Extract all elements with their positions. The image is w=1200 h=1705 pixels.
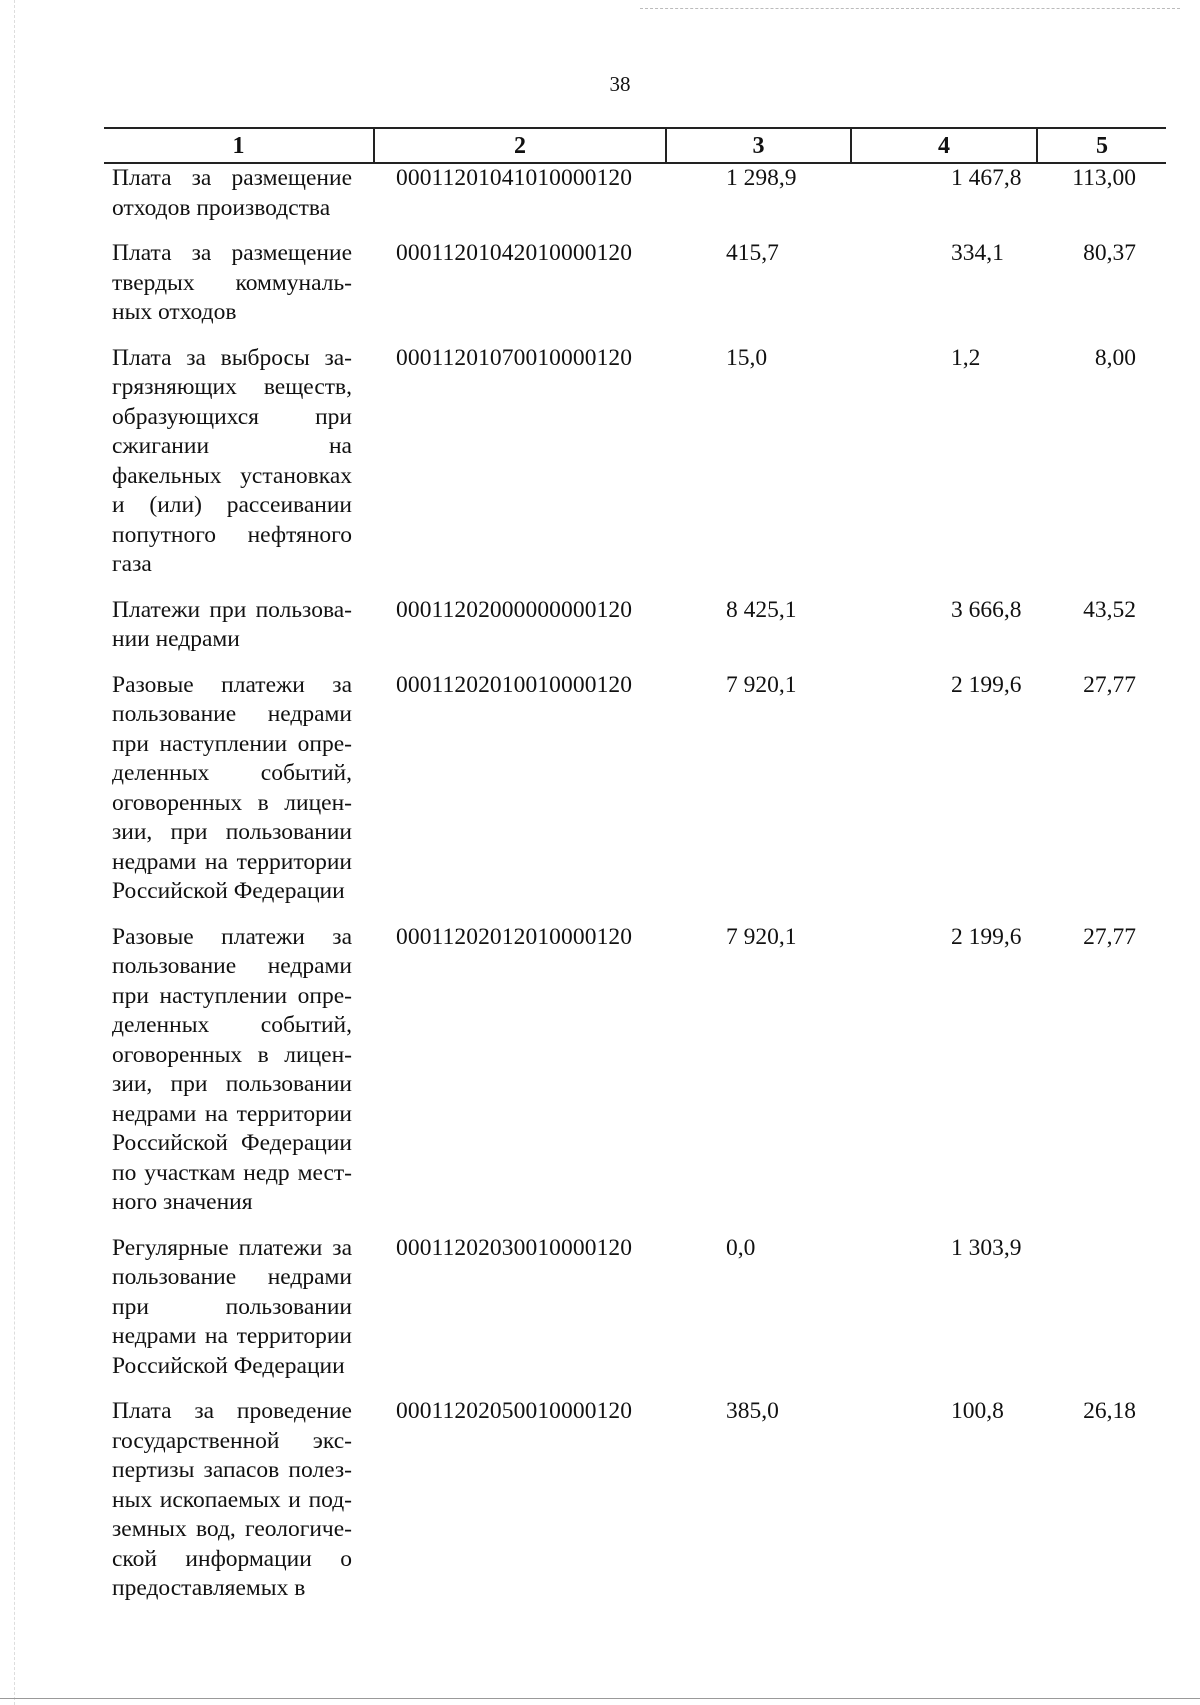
row-name: Разовые платежи за пользование недрами при наступлении опре-деленных событий, оговоренных в лицен-зии, при пользовании недрами на территории Российской Федерации [112,671,352,904]
row-col4: 2 199,6 [951,671,1022,698]
row-col3: 15,0 [726,344,768,371]
row-col4: 100,8 [951,1398,1004,1424]
table-header-row [104,128,1166,163]
table-row [104,671,1166,923]
row-col4: 2 199,6 [951,923,1022,950]
row-col4: 1,2 [951,344,981,371]
row-col3: 415,7 [726,240,779,266]
revenue-table-container [104,127,1166,1620]
table-row [104,1397,1166,1620]
row-col3: 7 920,1 [726,923,797,950]
row-col3: 7 920,1 [726,671,797,698]
row-col3: 8 425,1 [726,596,797,623]
revenue-table [104,127,1166,1620]
row-col5: 80,37 [1083,240,1136,266]
row-col5: 27,77 [1083,671,1136,698]
row-name: Плата за размещение отходов производства [112,165,352,221]
column-header-5: 5 [1037,128,1166,163]
table-row [104,239,1166,344]
row-name: Регулярные платежи за пользование недрами при пользовании недрами на территории Российской Федерации [112,1234,352,1379]
row-col3: 0,0 [726,1234,756,1261]
row-code: 00011202050010000120 [396,1398,633,1424]
column-header-2: 2 [374,128,666,163]
row-col5: 8,00 [1094,344,1136,371]
row-col4: 3 666,8 [951,596,1022,623]
row-name: Платежи при пользова-нии недрами [112,596,352,652]
row-code: 00011201042010000120 [396,240,633,266]
table-row [104,923,1166,1234]
row-col5: 27,77 [1083,923,1136,950]
row-code: 00011202012010000120 [396,923,633,950]
row-col3: 1 298,9 [726,165,797,191]
column-header-1: 1 [104,128,374,163]
row-col5: 26,18 [1083,1398,1136,1424]
scan-edge-left [14,0,15,1705]
row-col5: 43,52 [1083,596,1136,623]
column-header-4: 4 [851,128,1037,163]
scan-edge-bottom [0,1698,1200,1699]
row-code: 00011201041010000120 [396,165,633,191]
column-header-3: 3 [666,128,851,163]
row-col5 [1037,1234,1166,1398]
row-code: 00011202000000000120 [396,596,633,623]
row-name: Плата за выбросы за-грязняющих веществ, образующихся при сжигании на факельных установках и (или) рассеивании попутного нефтяного газа [112,344,352,577]
row-name: Плата за размещение твердых коммуналь-ных отходов [112,240,352,325]
table-row [104,1234,1166,1398]
page-number: 38 [609,72,631,96]
row-col3: 385,0 [726,1398,779,1424]
table-row [104,344,1166,596]
row-name: Разовые платежи за пользование недрами при наступлении опре-деленных событий, оговоренных в лицен-зии, при пользовании недрами на территории Российской Федерации по участкам недр мест-ного значения [112,923,352,1215]
row-code: 00011202010010000120 [396,671,633,698]
row-code: 00011202030010000120 [396,1234,633,1261]
scan-edge-top [640,8,1180,9]
row-col4: 1 303,9 [951,1234,1022,1261]
table-row [104,163,1166,239]
row-code: 00011201070010000120 [396,344,633,371]
row-col4: 334,1 [951,240,1004,266]
row-col4: 1 467,8 [951,165,1022,191]
row-col5: 113,00 [1072,165,1136,191]
table-row [104,596,1166,671]
row-name: Плата за проведение государственной экс-пертизы запасов полез-ных ископаемых и под-земных вод, геологиче-ской информации о предоставляемых в [112,1398,352,1601]
